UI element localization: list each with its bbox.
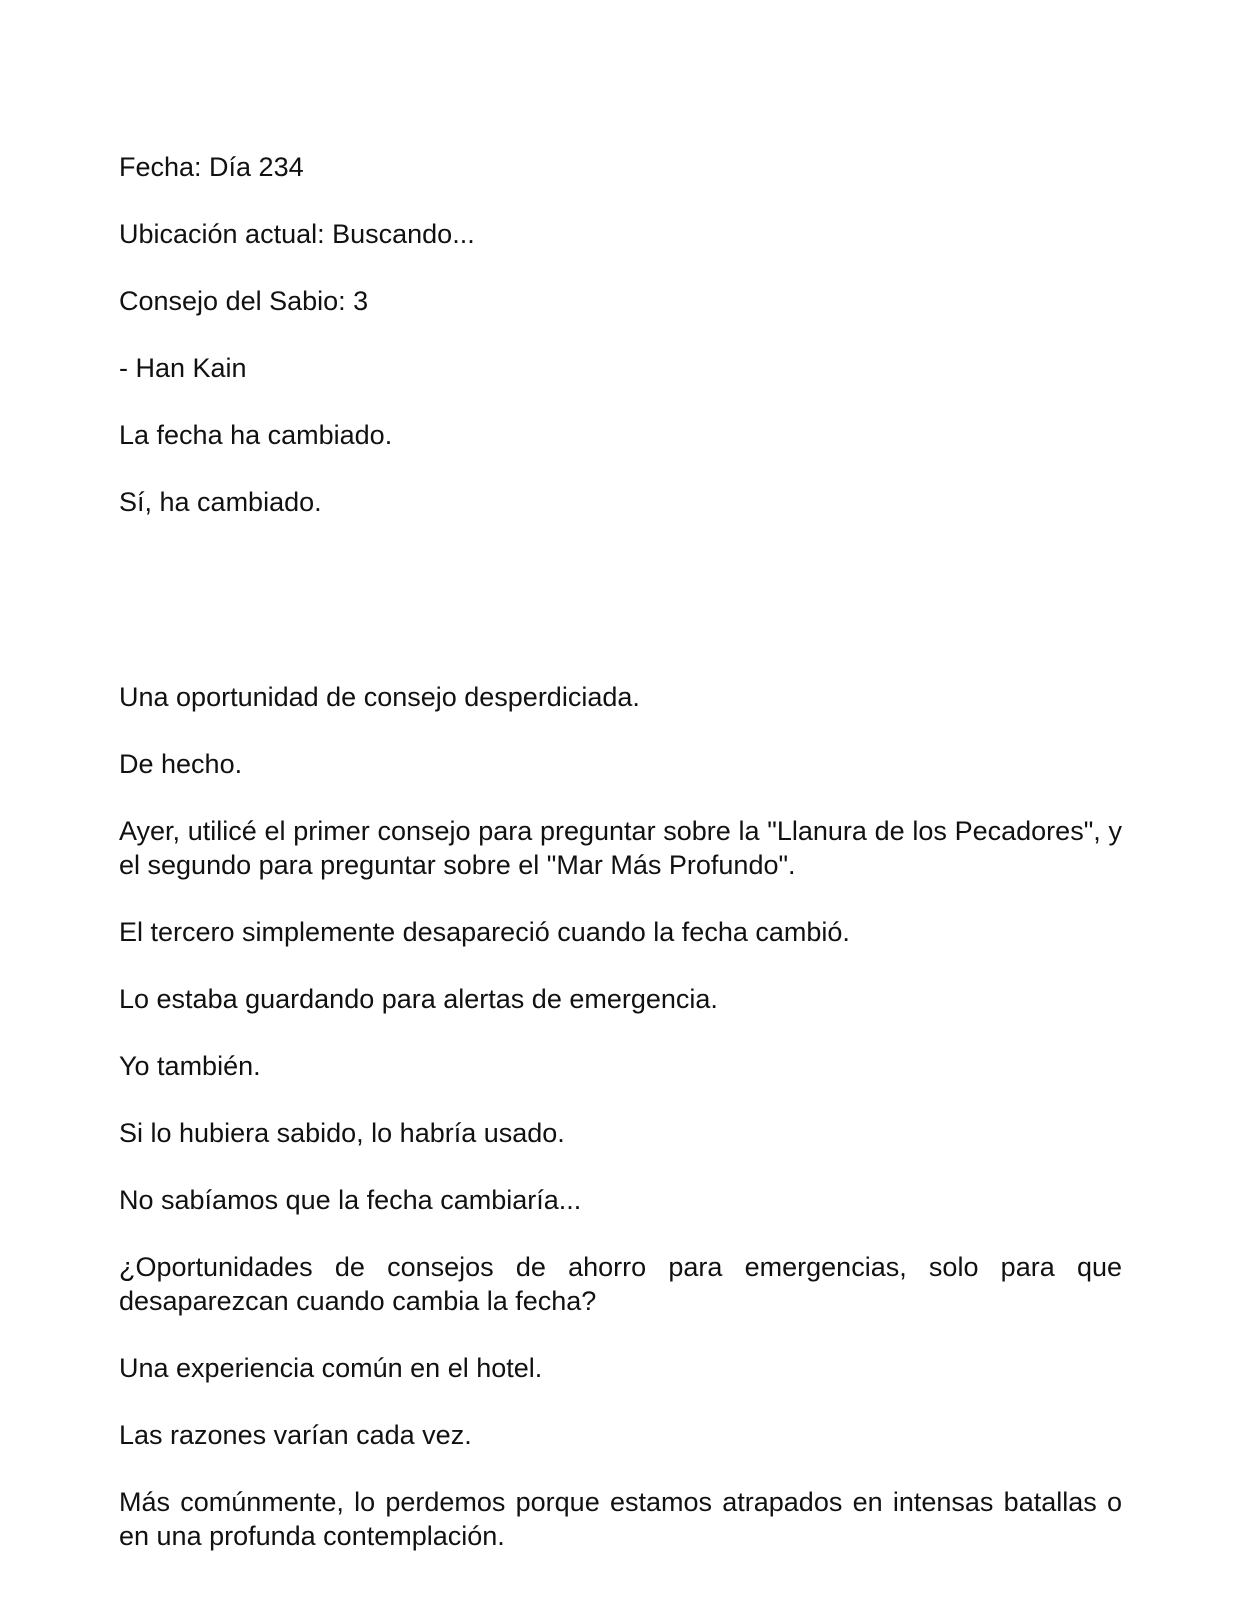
sage-advice-line: Consejo del Sabio: 3 [119,286,369,316]
paragraph: Una oportunidad de consejo desperdiciada. [119,682,640,712]
paragraph: Sí, ha cambiado. [119,487,322,517]
date-line: Fecha: Día 234 [119,152,304,182]
paragraph: No sabíamos que la fecha cambiaría... [119,1185,582,1215]
location-line: Ubicación actual: Buscando... [119,219,475,249]
paragraph: De hecho. [119,749,243,779]
paragraph: ¿Oportunidades de consejos de ahorro para emergencias, solo para que desaparezcan cuando cambia la fecha? [119,1252,1122,1316]
paragraph: Si lo hubiera sabido, lo habría usado. [119,1118,565,1148]
paragraph: La fecha ha cambiado. [119,420,393,450]
text-column [119,150,1122,1553]
paragraph: Más comúnmente, lo perdemos porque estamos atrapados en intensas batallas o en una profunda contemplación. [119,1487,1122,1551]
paragraph: Ayer, utilicé el primer consejo para preguntar sobre la "Llanura de los Pecadores", y el segundo para preguntar sobre el "Mar Más Profundo". [119,816,1122,880]
paragraph: Lo estaba guardando para alertas de emergencia. [119,984,718,1014]
paragraph: Una experiencia común en el hotel. [119,1353,543,1383]
paragraph: Las razones varían cada vez. [119,1420,472,1450]
paragraph: El tercero simplemente desapareció cuando la fecha cambió. [119,917,850,947]
paragraph: Yo también. [119,1051,261,1081]
author-line: - Han Kain [119,353,247,383]
